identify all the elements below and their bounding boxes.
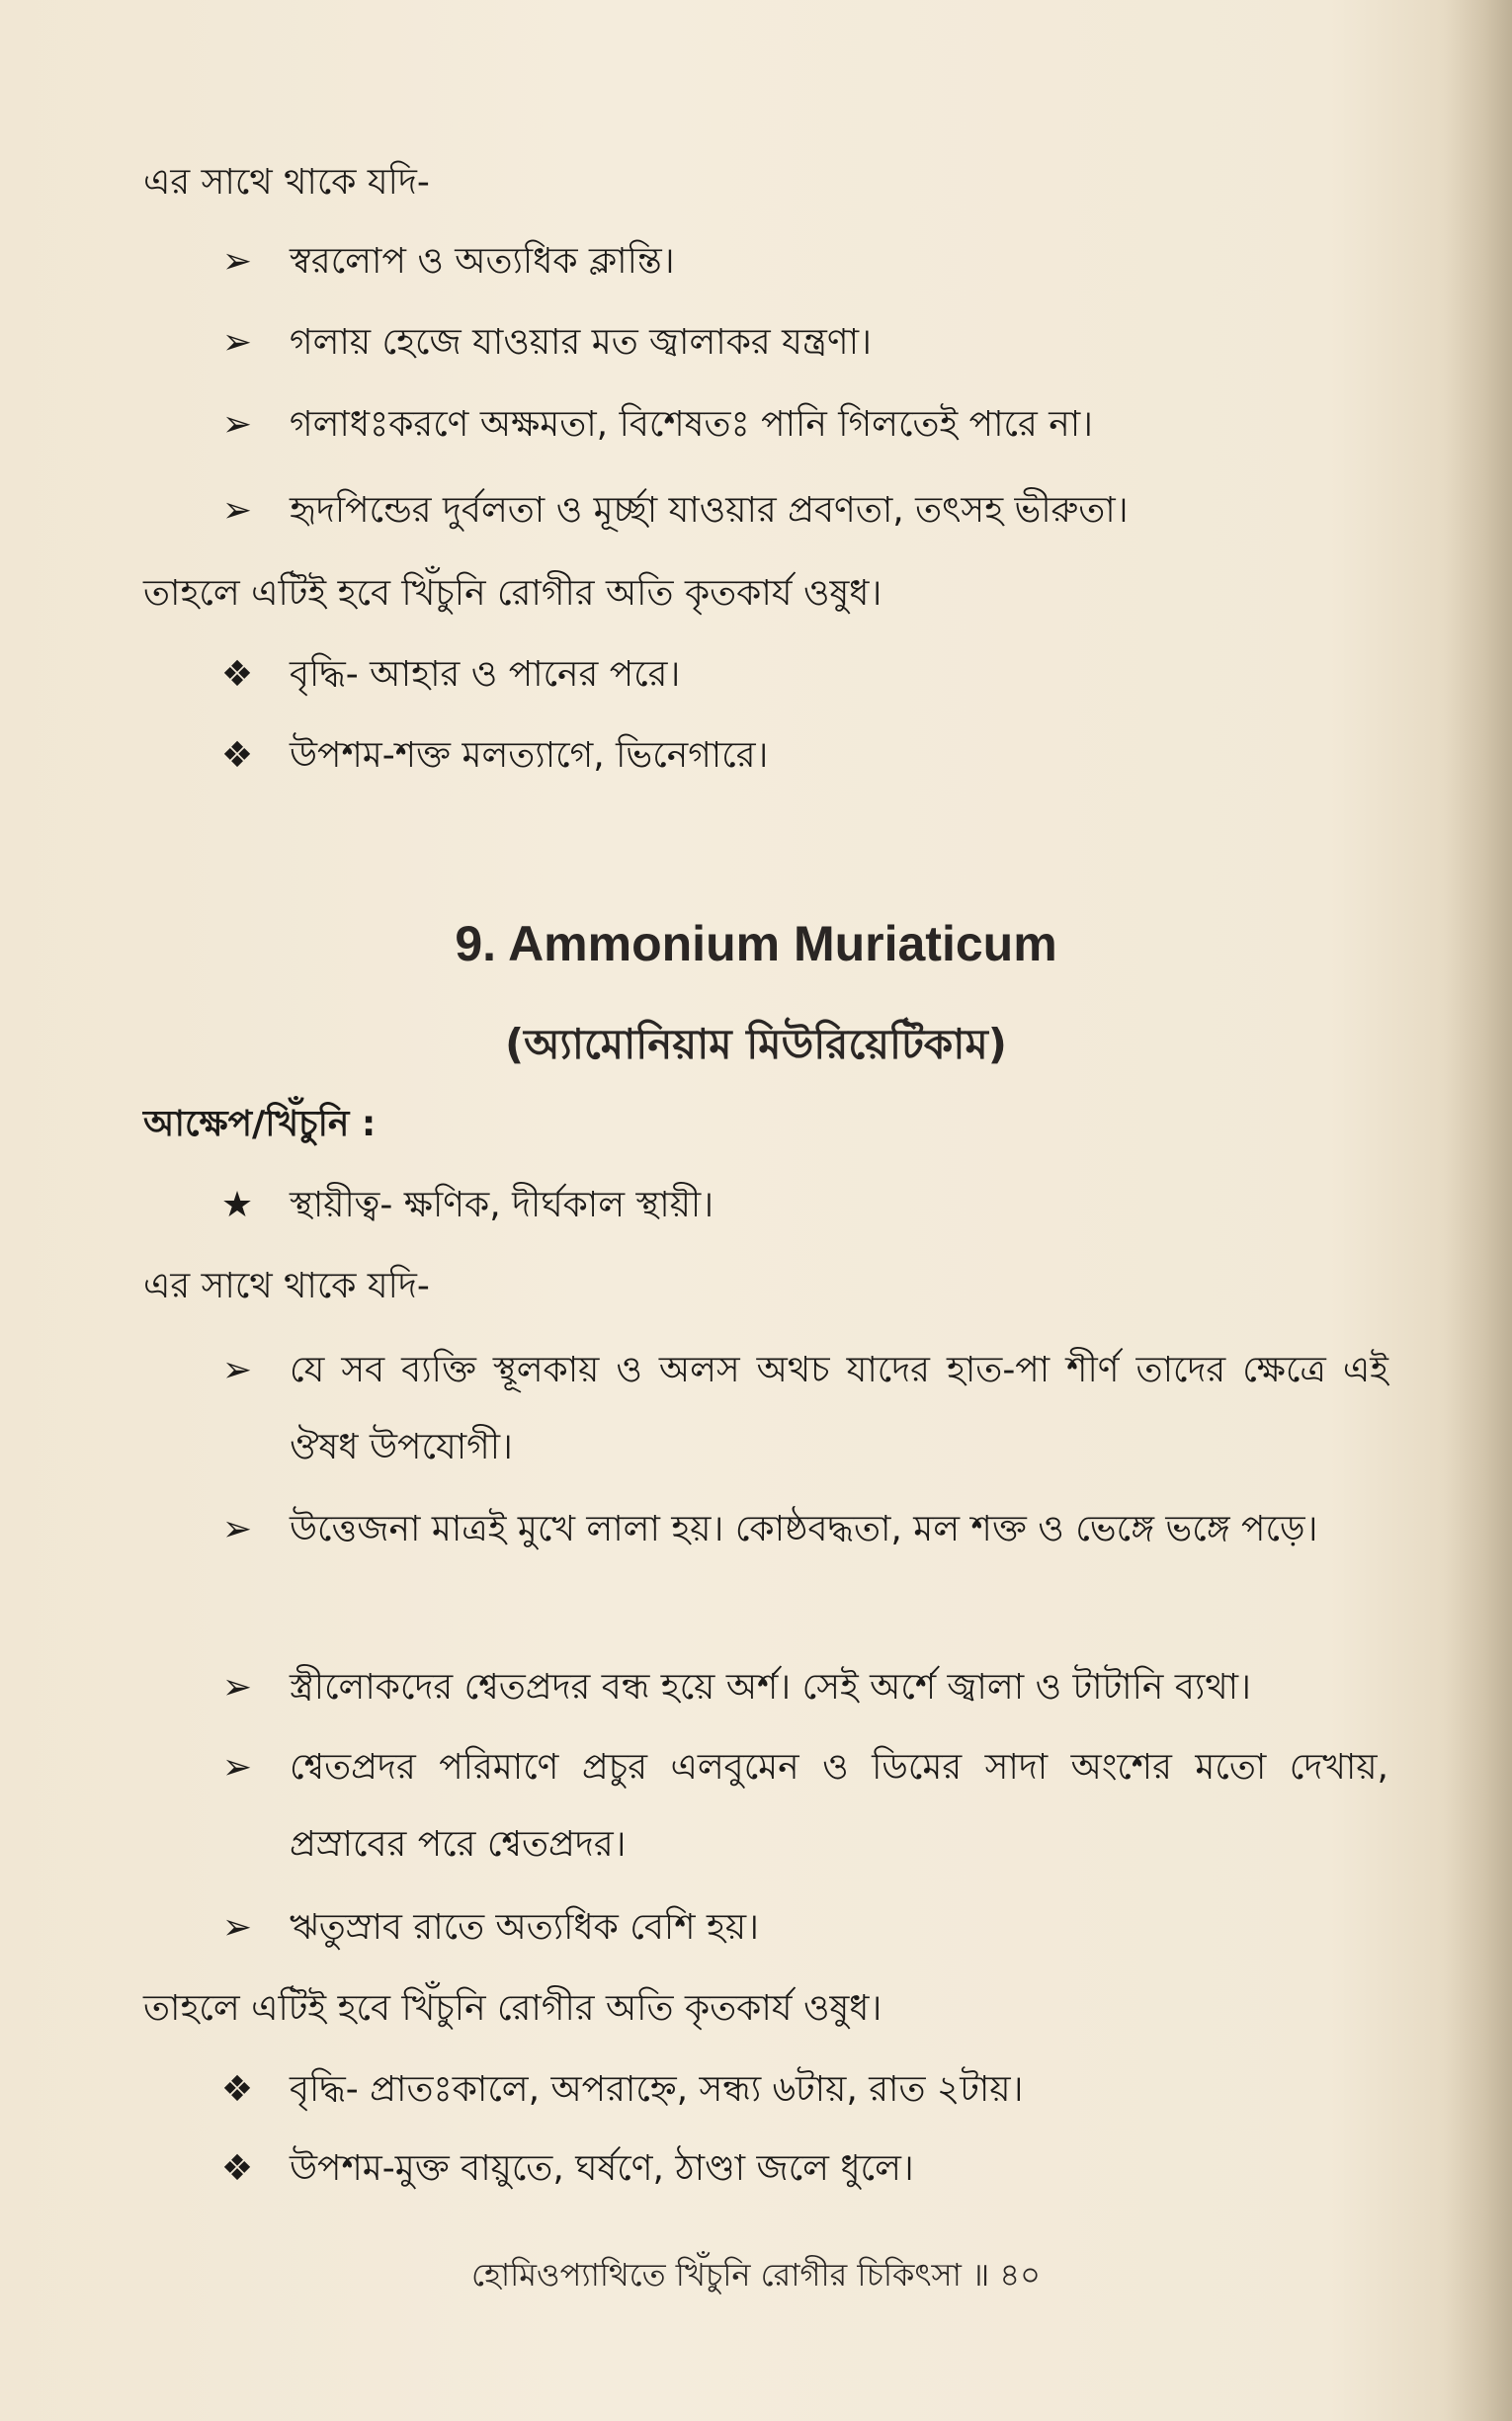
diamond-bullet-icon: ❖ <box>220 735 254 776</box>
remedy-title: 9. Ammonium Muriaticum <box>455 916 1057 971</box>
conclusion-text: তাহলে এটিই হবে খিঁচুনি রোগীর অতি কৃতকার্য ওষুধ। <box>143 573 882 614</box>
symptom-item: ঋতুস্রাব রাতে অত্যধিক বেশি হয়। <box>290 1907 759 1948</box>
conclusion-text: তাহলে এটিই হবে খিঁচুনি রোগীর অতি কৃতকার্য ওষুধ। <box>143 1988 882 2029</box>
intro-text: এর সাথে থাকে যদি- <box>143 1266 430 1306</box>
diamond-bullet-icon: ❖ <box>220 2069 254 2110</box>
section-label: আক্ষেপ/খিঁচুনি : <box>143 1104 377 1144</box>
arrow-bullet-icon: ➢ <box>221 1907 253 1948</box>
page-footer: হোমিওপ্যাথিতে খিঁচুনি রোগীর চিকিৎসা ॥ ৪০ <box>471 2256 1041 2294</box>
symptom-item: শ্বেতপ্রদর পরিমাণে প্রচুর এলবুমেন ও ডিমের সাদা অংশের মতো দেখায়, প্রস্রাবের পরে শ্বেতপ্রদর। <box>290 1747 1388 1865</box>
arrow-bullet-icon: ➢ <box>221 1667 253 1708</box>
symptom-item: স্বরলোপ ও অত্যধিক ক্লান্তি। <box>290 241 675 282</box>
symptom-item: উত্তেজনা মাত্রই মুখে লালা হয়। কোষ্ঠবদ্ধতা, মল শক্ত ও ভেঙ্গে ভঙ্গে পড়ে। <box>290 1509 1318 1549</box>
arrow-bullet-icon: ➢ <box>221 1747 253 1788</box>
symptom-item: গলায় হেজে যাওয়ার মত জ্বালাকর যন্ত্রণা। <box>290 322 872 363</box>
arrow-bullet-icon: ➢ <box>221 490 253 531</box>
arrow-bullet-icon: ➢ <box>221 1509 253 1549</box>
symptom-item: গলাধঃকরণে অক্ষমতা, বিশেষতঃ পানি গিলতেই পারে না। <box>290 404 1094 445</box>
modality-item: উপশম-শক্ত মলত্যাগে, ভিনেগারে। <box>290 735 769 776</box>
star-bullet-icon: ★ <box>220 1185 254 1225</box>
modality-item: বৃদ্ধি- আহার ও পানের পরে। <box>290 654 681 695</box>
arrow-bullet-icon: ➢ <box>221 1350 253 1390</box>
star-point: স্থায়ীত্ব- ক্ষণিক, দীর্ঘকাল স্থায়ী। <box>290 1185 714 1225</box>
symptom-item: হৃদপিন্ডের দুর্বলতা ও মূর্চ্ছা যাওয়ার প্রবণতা, তৎসহ ভীরুতা। <box>290 490 1129 531</box>
symptom-item: যে সব ব্যক্তি স্থূলকায় ও অলস অথচ যাদের হাত-পা শীর্ণ তাদের ক্ষেত্রে এই ঔষধ উপযোগী। <box>290 1350 1388 1467</box>
arrow-bullet-icon: ➢ <box>221 404 253 445</box>
arrow-bullet-icon: ➢ <box>221 322 253 363</box>
arrow-bullet-icon: ➢ <box>221 241 253 282</box>
modality-item: উপশম-মুক্ত বায়ুতে, ঘর্ষণে, ঠাণ্ডা জলে ধুলে। <box>290 2148 914 2189</box>
modality-item: বৃদ্ধি- প্রাতঃকালে, অপরাহ্নে, সন্ধ্য ৬টায়, রাত ২টায়। <box>290 2069 1024 2110</box>
remedy-bengali-title: (অ্যামোনিয়াম মিউরিয়েটিকাম) <box>504 1020 1008 1068</box>
symptom-item: স্ত্রীলোকদের শ্বেতপ্রদর বন্ধ হয়ে অর্শ। সেই অর্শে জ্বালা ও টাটানি ব্যথা। <box>290 1667 1251 1708</box>
diamond-bullet-icon: ❖ <box>220 2148 254 2189</box>
intro-text: এর সাথে থাকে যদি- <box>143 162 430 203</box>
page-gutter-shadow <box>1443 0 1512 2421</box>
diamond-bullet-icon: ❖ <box>220 654 254 695</box>
